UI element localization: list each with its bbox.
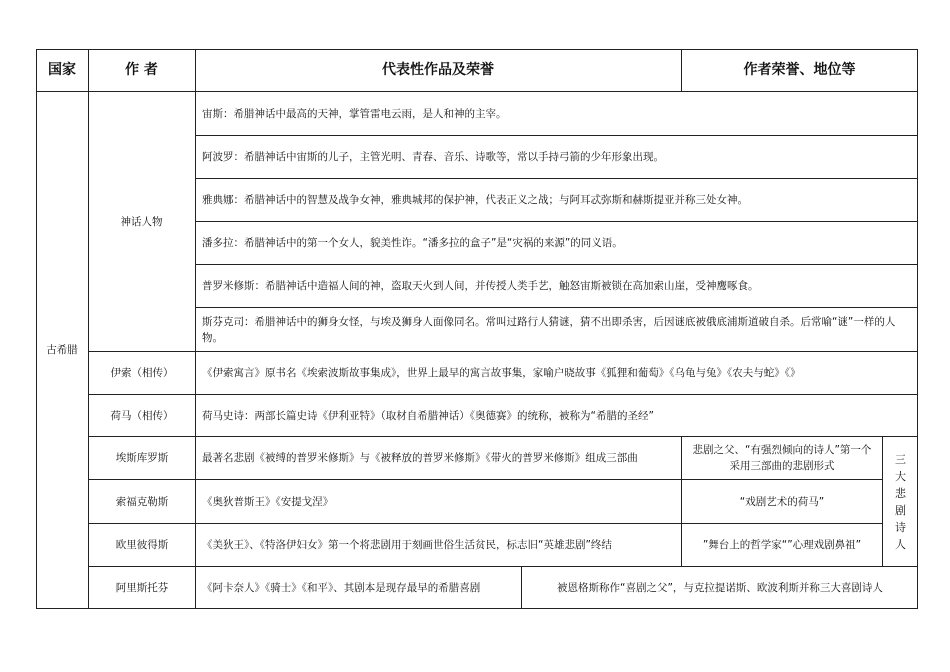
author-honor: “戏剧艺术的荷马”	[739, 495, 825, 508]
header-country: 国家	[48, 62, 76, 78]
author-works: 荷马史诗：两部长篇史诗《伊利亚特》（取材自希腊神话）《奥德赛》的统称，被称为“希腊的圣经”	[202, 409, 654, 422]
literature-table	[36, 49, 918, 609]
myth-row: 宙斯：希腊神话中最高的天神，掌管雷电云雨，是人和神的主宰。	[202, 107, 507, 120]
tragedy-group-label: 三大悲剧诗人	[895, 452, 906, 551]
author-honor: 悲剧之父、“有强烈倾向的诗人”第一个采用三部曲的悲剧形式	[692, 444, 872, 472]
author-name: 荷马（相传）	[110, 409, 174, 422]
myth-row: 普罗米修斯：希腊神话中造福人间的神，盗取天火到人间，并传授人类手艺，触怒宙斯被锁在高加索山崖，受神鹰啄食。	[202, 280, 759, 292]
author-name: 阿里斯托芬	[115, 581, 169, 594]
myth-row: 斯芬克司：希腊神话中的狮身女怪，与埃及狮身人面像同名。常叫过路行人猜谜，猜不出即杀害，后因谜底被俄底浦斯道破自杀。后常喻“谜”一样的人物。	[202, 315, 896, 344]
author-honor: 被恩格斯称作“喜剧之父”，与克拉提诺斯、欧波利斯并称三大喜剧诗人	[557, 581, 883, 594]
header-honors: 作者荣誉、地位等	[743, 62, 856, 78]
author-works: 《美狄王》、《特洛伊妇女》第一个将悲剧用于刻画世俗生活贫民，标志旧“英雄悲剧”终结	[202, 539, 612, 551]
author-works: 《奥狄普斯王》《安提戈涅》	[202, 495, 334, 508]
myth-row: 阿波罗：希腊神话中宙斯的儿子，主管光明、青春、音乐、诗歌等，常以手持弓箭的少年形象出现。	[202, 151, 664, 163]
author-honor: ”舞台上的哲学家“”心理戏剧鼻祖”	[702, 539, 862, 551]
tragedy-group-cell	[883, 437, 918, 566]
header-author: 作 者	[125, 62, 158, 78]
author-works: 《阿卡奈人》《骑士》《和平》、其剧本是现存最早的希腊喜剧	[202, 581, 481, 594]
myth-group-label: 神话人物	[120, 215, 163, 228]
author-works: 最著名悲剧《被缚的普罗米修斯》与《被释放的普罗米修斯》《带火的普罗米修斯》组成三部曲	[202, 452, 638, 464]
author-name: 埃斯库罗斯	[115, 452, 169, 464]
author-name: 伊索（相传）	[110, 367, 174, 379]
author-works: 《伊索寓言》原书名《埃索波斯故事集成》，世界上最早的寓言故事集，家喻户晓故事《狐狸和葡萄》《乌龟与兔》《农夫与蛇》《》	[202, 367, 801, 379]
header-works: 代表性作品及荣誉	[382, 62, 494, 78]
author-name: 索福克勒斯	[115, 495, 169, 508]
country-cell: 古希腊	[46, 344, 78, 356]
myth-row: 潘多拉：希腊神话中的第一个女人，貌美性诈。“潘多拉的盒子”是“灾祸的来源”的同义语。	[202, 237, 623, 249]
myth-row: 雅典娜：希腊神话中的智慧及战争女神，雅典城邦的保护神，代表正义之战；与阿耳忒弥斯和赫斯提亚并称三处女神。	[202, 194, 748, 206]
author-name: 欧里彼得斯	[115, 539, 169, 551]
